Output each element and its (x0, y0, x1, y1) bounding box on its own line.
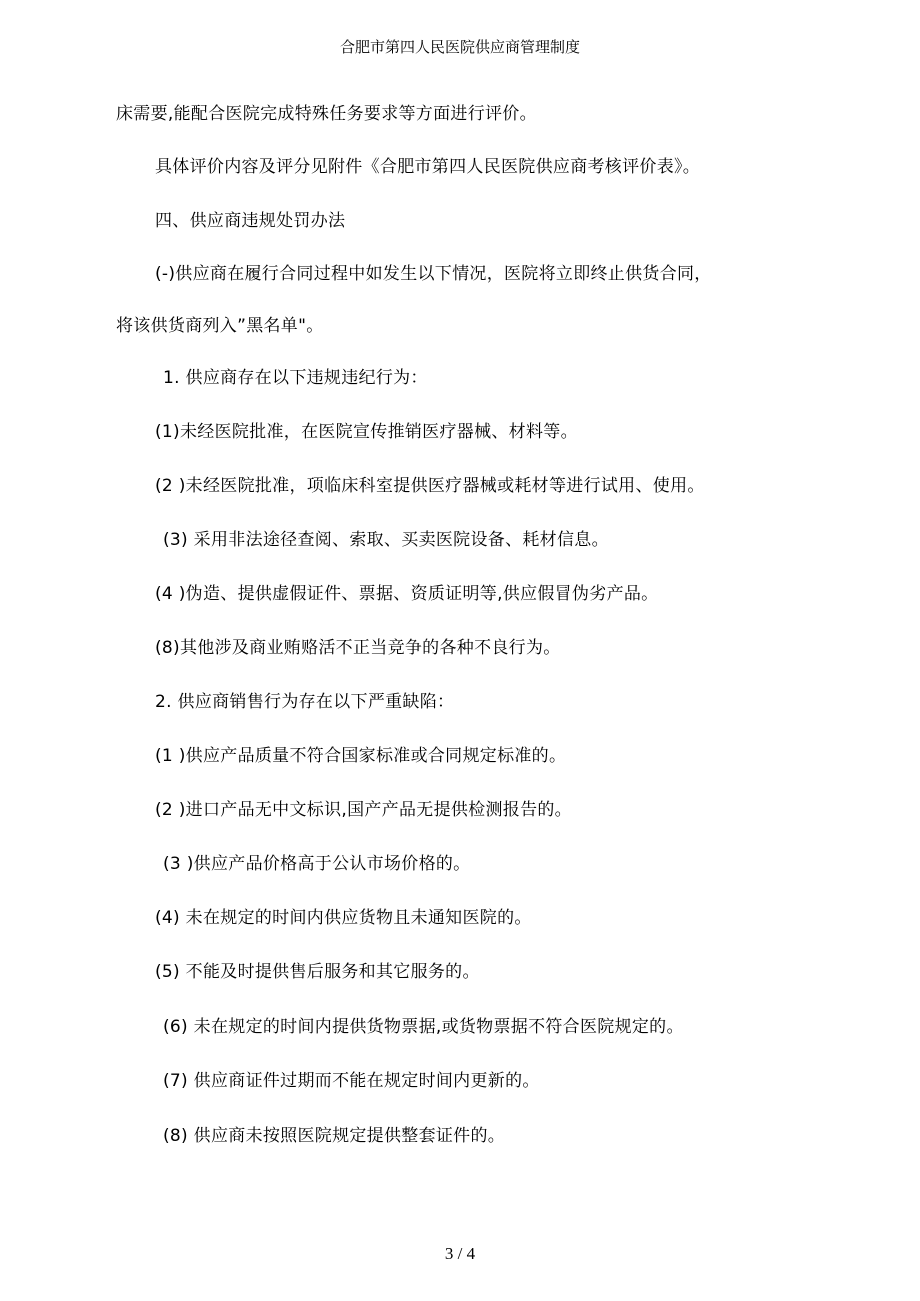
list-item-2-5: (5) 不能及时提供售后服务和其它服务的。 (155, 962, 480, 982)
list-item-2-4: (4) 未在规定的时间内供应货物且未通知医院的。 (155, 908, 532, 928)
list-item-1-1: (1)未经医院批准，在医院宣传推销医疗器械、材料等。 (155, 422, 578, 442)
list-item-2-6: (6) 未在规定的时间内提供货物票据,或货物票据不符合医院规定的。 (163, 1017, 684, 1037)
page-number: 3 / 4 (444, 1244, 476, 1263)
list-item-2-8: (8) 供应商未按照医院规定提供整套证件的。 (163, 1126, 506, 1146)
body-line-2: 具体评价内容及评分见附件《合肥市第四人民医院供应商考核评价表》。 (155, 157, 701, 177)
list-item-2-3: (3 )供应产品价格高于公认市场价格的。 (163, 854, 471, 874)
list-item-1-8: (8)其他涉及商业贿赂活不正当竞争的各种不良行为。 (155, 638, 561, 658)
list-item-1-2: (2 )未经医院批准，项临床科室提供医疗器械或耗材等进行试用、使用。 (155, 476, 705, 496)
page-header: 合肥市第四人民医院供应商管理制度 (339, 38, 580, 56)
body-line-5: 将该供货商列入”黑名单"。 (116, 316, 324, 336)
list-item-2-1: (1 )供应产品质量不符合国家标准或合同规定标准的。 (155, 746, 567, 766)
list-item-1-4: (4 )伪造、提供虚假证件、票据、资质证明等,供应假冒伪劣产品。 (155, 584, 659, 604)
body-line-1: 床需要,能配合医院完成特殊任务要求等方面进行评价。 (116, 104, 537, 124)
section-heading: 四、供应商违规处罚办法 (155, 211, 346, 231)
list-item-2-2: (2 )进口产品无中文标识,国产产品无提供检测报告的。 (155, 800, 572, 820)
list-item-2-7: (7) 供应商证件过期而不能在规定时间内更新的。 (163, 1071, 540, 1091)
list-item-1-3: (3) 采用非法途径查阅、索取、买卖医院设备、耗材信息。 (163, 530, 609, 550)
list-heading-1: 1. 供应商存在以下违规违纪行为： (163, 368, 428, 388)
body-line-4: (-)供应商在履行合同过程中如发生以下情况，医院将立即终止供货合同， (155, 264, 712, 284)
list-heading-2: 2. 供应商销售行为存在以下严重缺陷： (155, 692, 455, 712)
